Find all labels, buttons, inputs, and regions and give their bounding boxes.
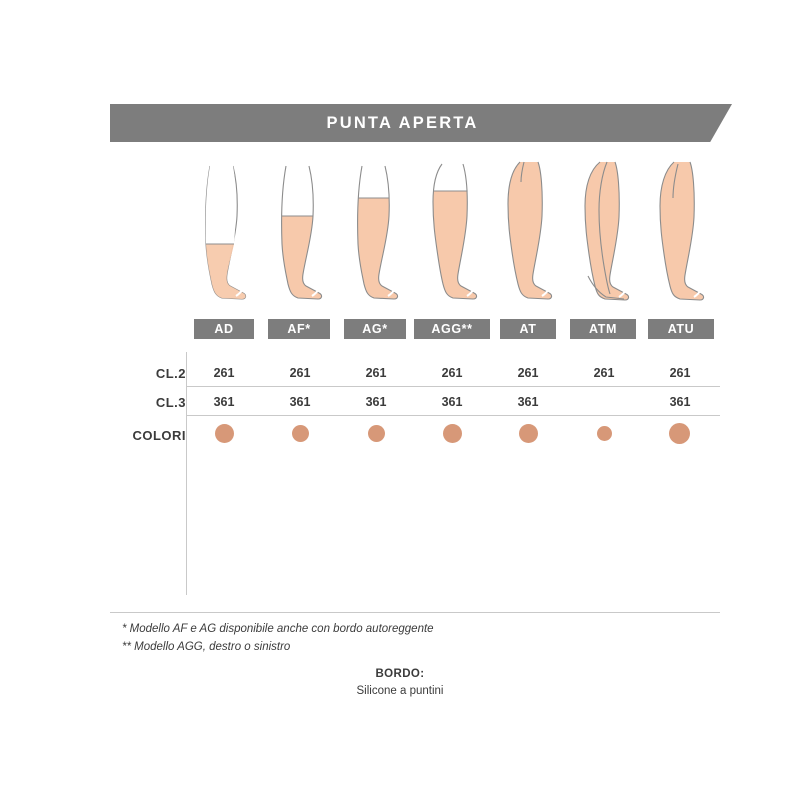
bordo-subtitle: Silicone a puntini: [356, 685, 444, 697]
code-chip-at[interactable]: AT: [500, 319, 556, 339]
leg-figure-agg: [414, 158, 490, 313]
page-title: PUNTA APERTA: [326, 114, 479, 132]
cell-cl2-af: 261: [289, 366, 311, 380]
cell-cl2-at: 261: [517, 366, 539, 380]
cell-cl3-af: 361: [289, 395, 311, 409]
leg-figure-atu: [642, 158, 718, 313]
cell-cl3-ag: 361: [365, 395, 387, 409]
footnote-double-asterisk: ** Modello AGG, destro o sinistro: [122, 641, 291, 653]
row-label-colori: COLORI: [132, 428, 186, 443]
cell-cl2-atm: 261: [593, 366, 615, 380]
leg-figure-af: [262, 158, 338, 313]
color-dot-af[interactable]: [292, 425, 309, 442]
cell-cl2-agg: 261: [441, 366, 463, 380]
data-table: [110, 352, 720, 602]
cell-cl2-ag: 261: [365, 366, 387, 380]
figures-row: [186, 158, 720, 313]
table-rule-2: [186, 415, 720, 416]
color-dot-agg[interactable]: [443, 424, 462, 443]
color-dot-ad[interactable]: [215, 424, 234, 443]
color-dot-ag[interactable]: [368, 425, 385, 442]
code-chip-agg[interactable]: AGG**: [414, 319, 490, 339]
leg-figure-atm: [566, 158, 642, 313]
color-dot-atm[interactable]: [597, 426, 612, 441]
bordo-title: BORDO:: [375, 668, 425, 680]
leg-figure-ad: [186, 158, 262, 313]
color-dot-atu[interactable]: [669, 423, 690, 444]
code-chip-atu[interactable]: ATU: [648, 319, 714, 339]
table-vertical-rule: [186, 352, 187, 595]
row-label-cl2: CL.2: [155, 366, 186, 381]
code-chip-af[interactable]: AF*: [268, 319, 330, 339]
row-label-cl3: CL.3: [155, 395, 186, 410]
leg-figure-ag: [338, 158, 414, 313]
cell-cl3-ad: 361: [213, 395, 235, 409]
table-rule-1: [186, 386, 720, 387]
cell-cl2-atu: 261: [669, 366, 691, 380]
code-chip-ag[interactable]: AG*: [344, 319, 406, 339]
header-banner: [110, 104, 732, 142]
code-chip-ad[interactable]: AD: [194, 319, 254, 339]
code-chip-atm[interactable]: ATM: [570, 319, 636, 339]
color-dot-at[interactable]: [519, 424, 538, 443]
leg-figure-at: [490, 158, 566, 313]
cell-cl3-agg: 361: [441, 395, 463, 409]
cell-cl3-at: 361: [517, 395, 539, 409]
code-chips-row: [186, 319, 720, 339]
footer-divider: [110, 612, 720, 613]
cell-cl3-atu: 361: [669, 395, 691, 409]
footnote-single-asterisk: * Modello AF e AG disponibile anche con bordo autoreggente: [122, 623, 434, 635]
cell-cl2-ad: 261: [213, 366, 235, 380]
